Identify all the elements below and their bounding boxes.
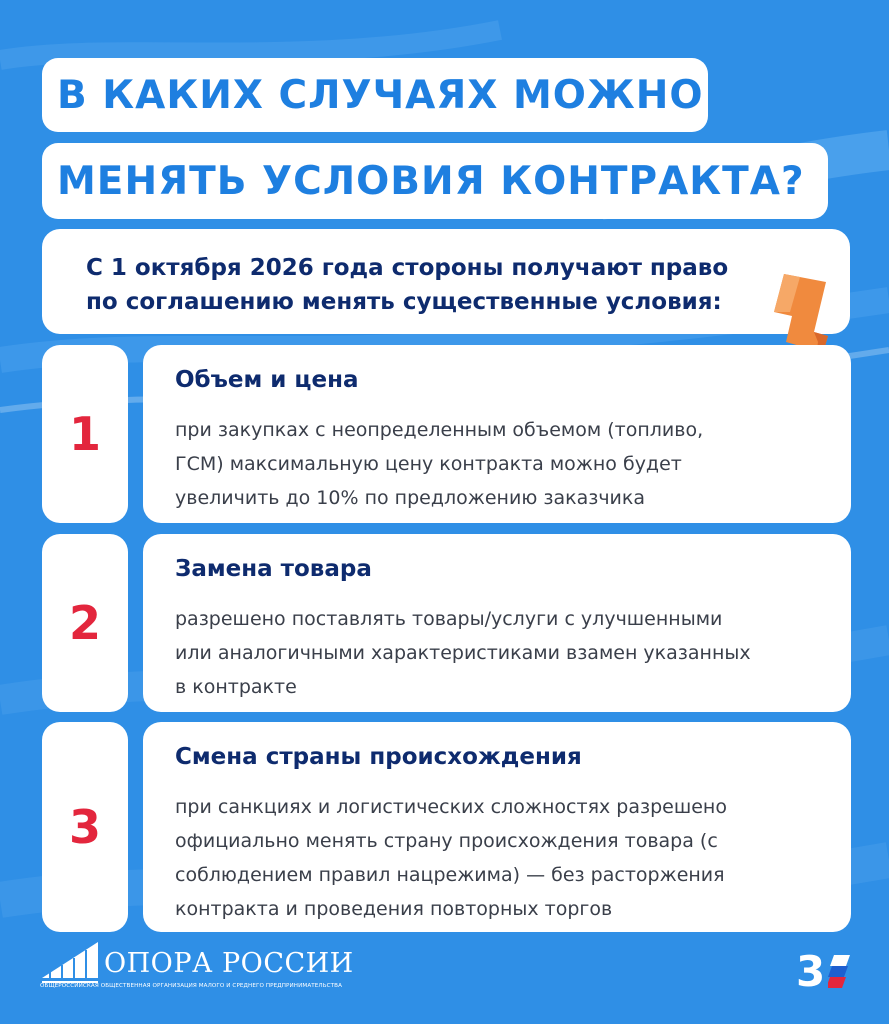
item-2-card (143, 534, 851, 712)
brand-mark (796, 947, 852, 996)
item-2-description (175, 602, 851, 704)
item-2-line-2: или аналогичными характеристиками взамен указанных (175, 642, 751, 664)
item-2-line-1: разрешено поставлять товары/услуги с улучшенными (175, 608, 723, 630)
item-2-heading: Замена товара (175, 556, 372, 582)
item-3-description (175, 790, 851, 926)
intro-line-2: по соглашению менять существенные условия: (86, 289, 722, 315)
opora-logo (40, 938, 360, 998)
logo-subtitle: ОБЩЕРОССИЙСКАЯ ОБЩЕСТВЕННАЯ ОРГАНИЗАЦИЯ МАЛОГО И СРЕДНЕГО ПРЕДПРИНИМАТЕЛЬСТВА (40, 983, 343, 989)
item-1-line-1: при закупках с неопределенным объемом (топливо, (175, 419, 704, 441)
brand-digit: 3 (796, 947, 826, 996)
item-3-line-1: при санкциях и логистических сложностях разрешено (175, 796, 727, 818)
item-1-line-3: увеличить до 10% по предложению заказчика (175, 487, 646, 509)
item-2-line-3: в контракте (175, 676, 297, 698)
item-3-line-4: контракта и проведения повторных торгов (175, 898, 613, 920)
item-1-line-2: ГСМ) максимальную цену контракта можно будет (175, 453, 682, 475)
page-title-line-2: МЕНЯТЬ УСЛОВИЯ КОНТРАКТА? (42, 143, 828, 219)
item-1-card (143, 345, 851, 523)
item-3-line-3: соблюдением правил нацрежима) — без расторжения (175, 864, 725, 886)
opora-logo-icon (40, 938, 100, 984)
item-3-line-2: официально менять страну происхождения товара (с (175, 830, 718, 852)
page-title-line-1: В КАКИХ СЛУЧАЯХ МОЖНО (42, 58, 708, 132)
flag-stripes-icon (828, 955, 850, 989)
logo-name: ОПОРА РОССИИ (104, 948, 354, 979)
item-3-heading: Смена страны происхождения (175, 744, 582, 770)
item-1-heading: Объем и цена (175, 367, 359, 393)
item-3-number: 3 (42, 722, 128, 932)
intro-line-1: С 1 октября 2026 года стороны получают право (86, 255, 729, 281)
item-3-card (143, 722, 851, 932)
item-1-description (175, 413, 851, 515)
item-2-number: 2 (42, 534, 128, 712)
item-1-number: 1 (42, 345, 128, 523)
intro-block (42, 229, 850, 334)
